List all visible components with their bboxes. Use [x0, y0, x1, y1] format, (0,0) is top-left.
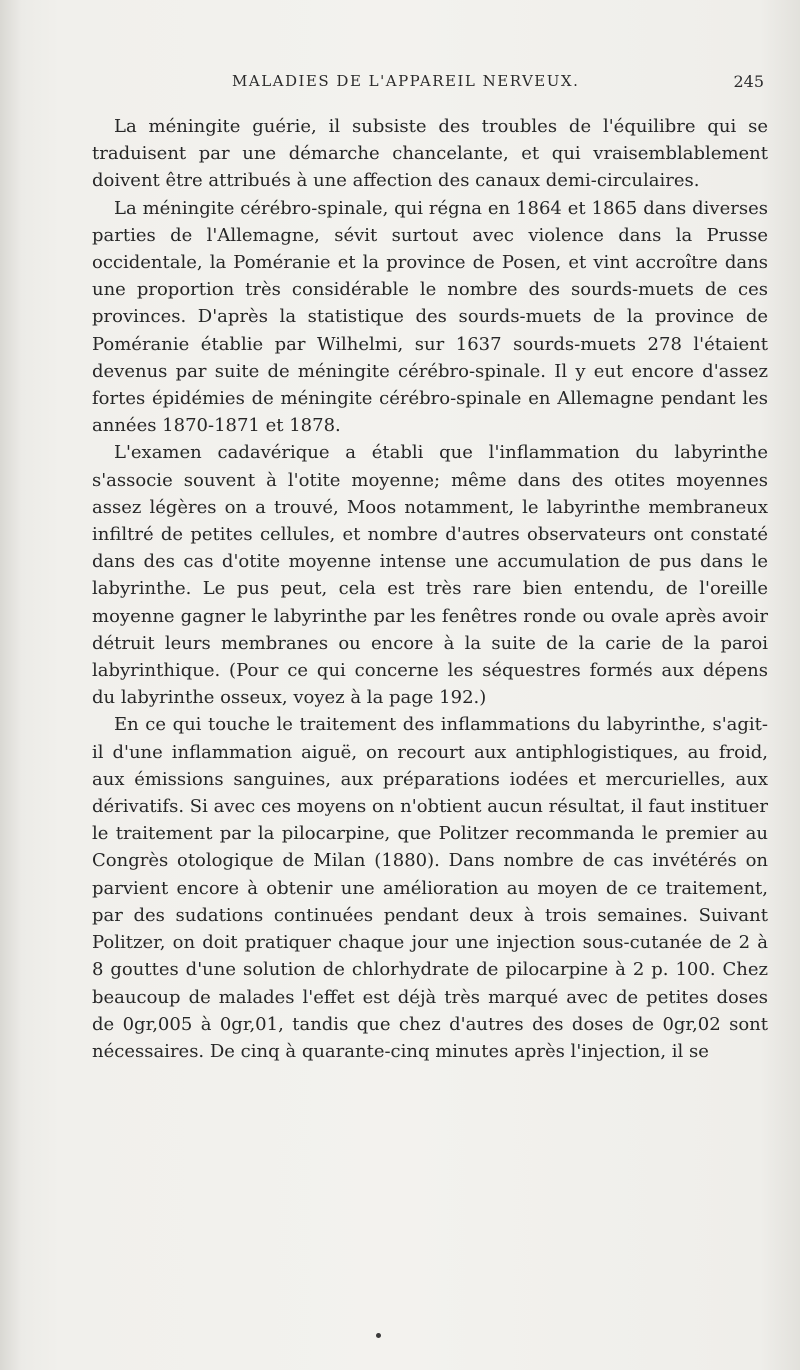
body-text — [92, 113, 768, 1065]
paragraph: L'examen cadavérique a établi que l'inflammation du labyrinthe s'associe souvent à l'otite moyenne; même dans des otites moyennes assez légères on a trouvé, Moos notamment, le labyrinthe membraneux infiltré de petites cellules, et nombre d'autres observateurs ont constaté dans des cas d'otite moyenne intense une accumulation de pus dans le labyrinthe. Le pus peut, cela est très rare bien entendu, de l'oreille moyenne gagner le labyrinthe par les fenêtres ronde ou ovale après avoir détruit leurs membranes ou encore à la suite de la carie de la paroi labyrinthique. (Pour ce qui concerne les séquestres formés aux dépens du labyrinthe osseux, voyez à la page 192.) — [92, 442, 768, 709]
paragraph: La méningite guérie, il subsiste des troubles de l'équilibre qui se traduisent par une démarche chancelante, et qui vraisemblablement doivent être attribués à une affection des canaux demi-circulaires. — [92, 116, 768, 192]
paragraph: La méningite cérébro-spinale, qui régna en 1864 et 1865 dans diverses parties de l'Allemagne, sévit surtout avec violence dans la Prusse occidentale, la Poméranie et la province de Posen, et vint accroître dans une proportion très considérable le nombre des sourds-muets de ces provinces. D'après la statistique des sourds-muets de la province de Poméranie établie par Wilhelmi, sur 1637 sourds-muets 278 l'étaient devenus par suite de méningite cérébro-spinale. Il y eut encore d'assez fortes épidémies de méningite cérébro-spinale en Allemagne pendant les années 1870-1871 et 1878. — [92, 197, 768, 437]
paragraph: En ce qui touche le traitement des inflammations du labyrinthe, s'agit-il d'une inflammation aiguë, on recourt aux antiphlogistiques, au froid, aux émissions sanguines, aux préparations iodées et mercurielles, aux dérivatifs. Si avec ces moyens on n'obtient aucun résultat, il faut instituer le traitement par la pilocarpine, que Politzer recommanda le premier au Congrès otologique de Milan (1880). Dans nombre de cas invétérés on parvient encore à obtenir une amélioration au moyen de ce traitement, par des sudations continuées pendant deux à trois semaines. Suivant Politzer, on doit pratiquer chaque jour une injection sous-cutanée de 2 à 8 gouttes d'une solution de chlorhydrate de pilocarpine à 2 p. 100. Chez beaucoup de malades l'effet est déjà très marqué avec de petites doses de 0gr,005 à 0gr,01, tandis que chez d'autres des doses de 0gr,02 sont nécessaires. De cinq à quarante-cinq minutes après l'injection, il se — [92, 714, 768, 1062]
ink-speck — [376, 1333, 381, 1338]
page-number: 245 — [733, 72, 764, 91]
running-title: MALADIES DE L'APPAREIL NERVEUX. — [232, 72, 580, 90]
page-header — [92, 72, 764, 102]
